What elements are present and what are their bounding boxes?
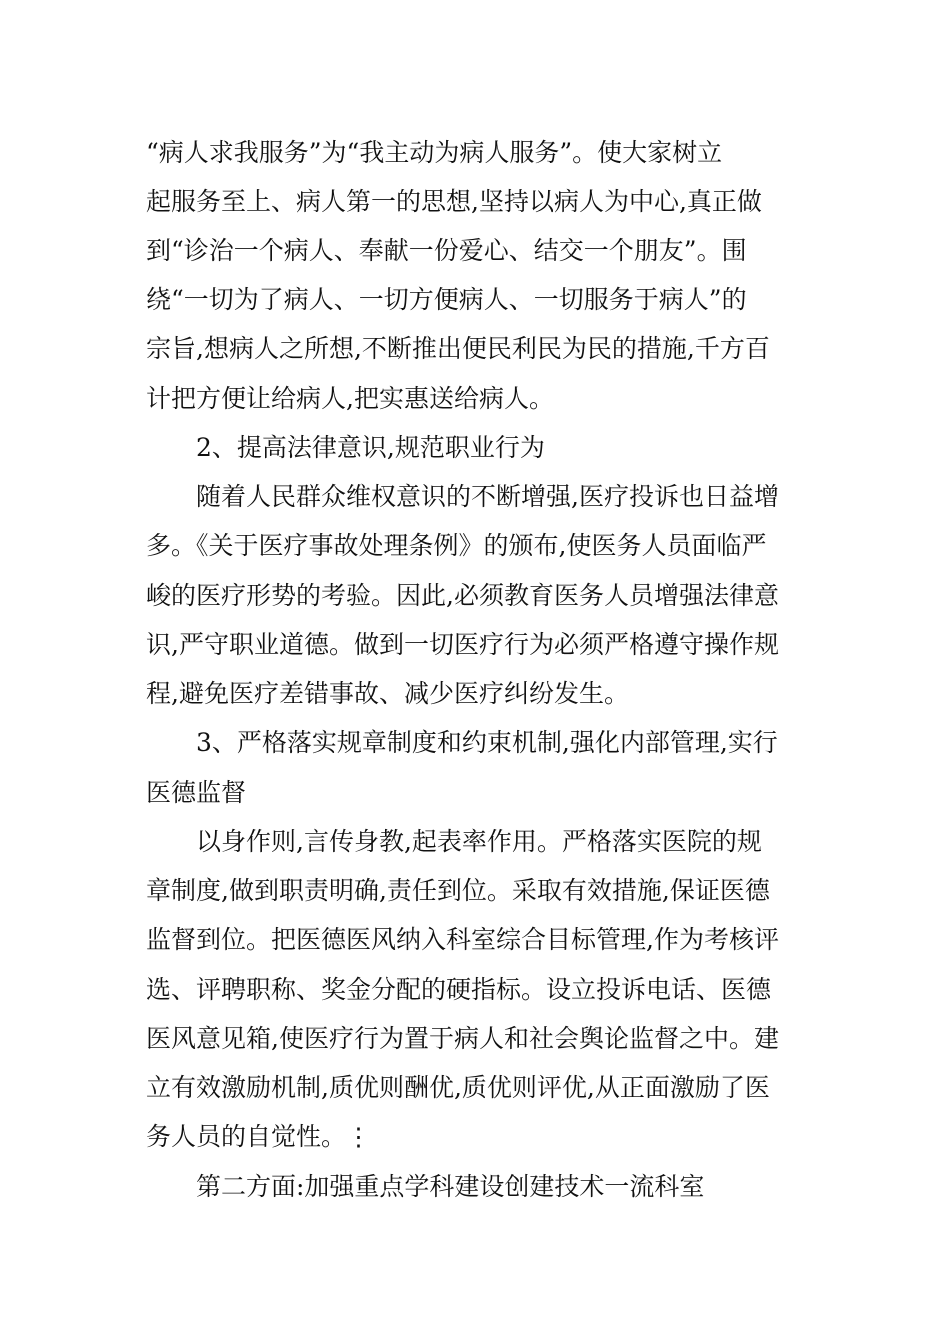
text-line: 到“诊治一个病人、奉献一份爱心、结交一个朋友”。围 [146,236,747,265]
text-line: 监督到位。把医德医风纳入科室综合目标管理,作为考核评 [146,925,779,954]
text-line: 起服务至上、病人第一的思想,坚持以病人为中心,真正做 [146,187,762,216]
text-line: 章制度,做到职责明确,责任到位。采取有效措施,保证医德 [146,876,770,905]
text-line: 峻的医疗形势的考验。因此,必须教育医务人员增强法律意 [146,581,779,610]
text-line: 医风意见箱,使医疗行为置于病人和社会舆论监督之中。建 [146,1024,779,1053]
text-line: 随着人民群众维权意识的不断增强,医疗投诉也日益增 [196,482,779,511]
section-heading-continued: 医德监督 [146,778,247,807]
text-line: 识,严守职业道德。做到一切医疗行为必须严格遵守操作规 [146,630,779,659]
text-line: 务人员的自觉性。⋮ [146,1122,372,1151]
text-line: 程,避免医疗差错事故、减少医疗纠纷发生。 [146,679,629,708]
text-line: “病人求我服务”为“我主动为病人服务”。使大家树立 [146,138,723,167]
section-heading: 2、提高法律意识,规范职业行为 [196,433,545,462]
section-heading: 第二方面:加强重点学科建设创建技术一流科室 [196,1172,705,1201]
text-line: 宗旨,想病人之所想,不断推出便民利民为民的措施,千方百 [146,334,770,363]
text-line: 选、评聘职称、奖金分配的硬指标。设立投诉电话、医德 [146,975,772,1004]
text-line: 计把方便让给病人,把实惠送给病人。 [146,384,554,413]
text-line: 多。《关于医疗事故处理条例》的颁布,使医务人员面临严 [146,531,767,560]
text-line: 立有效激励机制,质优则酬优,质优则评优,从正面激励了医 [146,1073,770,1102]
text-line: 以身作则,言传身教,起表率作用。严格落实医院的规 [196,827,762,856]
text-line: 绕“一切为了病人、一切方便病人、一切服务于病人”的 [146,285,747,314]
section-heading: 3、严格落实规章制度和约束机制,强化内部管理,实行 [196,728,778,757]
